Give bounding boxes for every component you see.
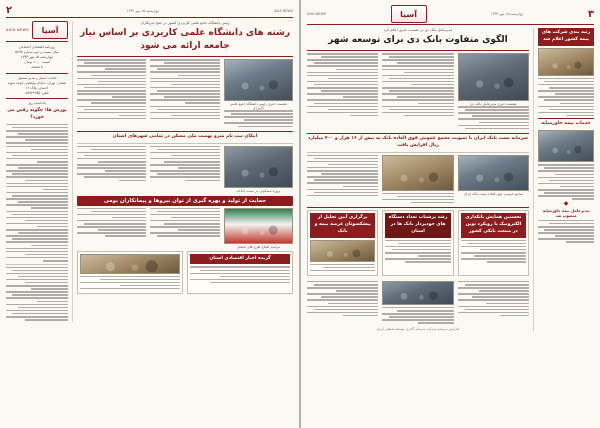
sidebar-text-3 — [538, 220, 594, 243]
left-box-2 — [307, 210, 378, 276]
left-bottom-text-b — [382, 307, 453, 324]
right-second-text-b — [77, 146, 146, 193]
right-second-caption: پروژه مسکونی در دست احداث — [236, 188, 281, 193]
sidebar-text-2 — [538, 164, 594, 200]
right-bottom-box-1 — [77, 251, 183, 294]
page-left-date: چهارشنبه ۱۵ مهر ۱۳۹۴ — [490, 12, 524, 16]
left-second-text-a — [382, 193, 453, 204]
sidebar-item-0: مدیرعامل بیمه خاورمیانه منصوب شد — [542, 207, 590, 218]
masthead-license: صاحب امتیاز و مدیر مسئول — [17, 75, 57, 80]
right-lead-kicker: رئیس دانشگاه جامع علمی کاربردی کشور در جمع خبرنگاران — [140, 21, 230, 25]
opinion-text — [6, 124, 68, 262]
page-left-logo: آسیا — [391, 5, 427, 23]
page-left-number: ۳ — [587, 8, 594, 20]
left-box-1-title: رشد پرشتاب تعداد دستگاه های خودپرداز بانک ها در استان — [385, 213, 450, 238]
left-box-2-title: برگزاری آیین تجلیل از پیشکسوتان عرصه بیمه و بانک — [310, 213, 375, 238]
page-left-topbar — [307, 5, 594, 25]
left-lead-caption: نشست خبری مدیرعامل بانک دی — [470, 102, 517, 107]
sidebar-divider: ◆ — [563, 199, 569, 207]
left-lead-text-a — [458, 106, 529, 129]
left-box-0-title: نخستین همایش بانکداری الکترونیک با رویکرد نوین در صنعت بانکی کشور — [461, 213, 526, 238]
sidebar-text-1 — [538, 78, 594, 117]
left-box-0 — [458, 210, 529, 276]
right-bottom-box-0-text — [190, 266, 290, 283]
right-page-main — [77, 21, 293, 322]
right-lead-caption: نشست خبری رئیس دانشگاه جامع علمی کاربردی — [229, 102, 287, 111]
right-bottom-box-1-text — [80, 276, 180, 290]
left-lead-photo — [458, 53, 529, 101]
page-right — [0, 0, 299, 428]
left-box-3-title: افزایش سرمایه شرکت سرمایه گذاری توسعه صنعتی ایران — [376, 327, 460, 332]
right-second-photo — [224, 146, 293, 188]
masthead-address: نشانی: تهران، خیابان ولیعصر، کوچه شهید احمدی، پلاک ۱۲ — [7, 80, 67, 90]
left-box-2-photo — [310, 240, 375, 262]
masthead-logo: آسیا — [32, 21, 68, 39]
masthead-meta-2: چهارشنبه ۱۵ مهر ۱۳۹۴ — [20, 55, 54, 60]
left-lead-headline: الگوی متفاوت بانک دی برای توسعه شهر — [328, 35, 508, 45]
page-right-brand-en: ASIA NEWS — [273, 8, 293, 13]
column-divider-left-1 — [533, 28, 534, 331]
left-second-photo — [458, 155, 529, 191]
page-right-date: چهارشنبه ۱۵ مهر ۱۳۹۴ — [126, 8, 160, 13]
left-lead-kicker: مدیرعامل بانک دی در نشست خبری اعلام کرد — [383, 28, 453, 32]
right-third-photo — [224, 208, 293, 244]
opinion-title: بورس ها؛ چگونه رقص می خورد؟ — [7, 108, 67, 120]
left-lead-text-b — [382, 53, 453, 131]
left-bottom-text-c — [307, 281, 378, 326]
page-left-brand-en: ASIA NEWS — [307, 12, 327, 16]
masthead-meta-1: سال بیست و دوم شماره ۵۸۹۷ — [15, 50, 59, 55]
sidebar-section-title: خدمات بیمه خاورمیانه — [541, 121, 591, 127]
page-right-topbar — [6, 5, 293, 18]
right-lead-text-b — [150, 59, 219, 129]
left-page-sidebar — [538, 28, 594, 331]
right-second-headline: امکان ثبت نام مترو نهضت ملی مسکن در تمامی شهرهای استان — [112, 133, 258, 139]
masthead-meta-4: ۸ صفحه — [31, 65, 43, 70]
left-second-headline: سرمایه پست بانک ایران با تصویب مجمع عمومی فوق العاده بانک به بیش از ۱۶ هزار و ۴۰۰ میلیارد ریال افزایش یافت — [308, 135, 528, 148]
right-bottom-box-0 — [187, 251, 293, 294]
right-page-masthead-column — [6, 21, 68, 322]
left-box-1-text — [385, 240, 450, 263]
page-left — [301, 0, 600, 428]
right-lead-text-a — [224, 110, 293, 127]
left-second-text-b — [307, 155, 378, 205]
masthead-name-en: ASIA NEWS — [6, 28, 29, 32]
opinion-text-2 — [6, 267, 68, 321]
column-divider-right-1 — [72, 21, 73, 322]
right-third-text-b — [77, 208, 146, 249]
opinion-kicker: یادداشت روز — [27, 100, 47, 105]
left-box-1 — [382, 210, 453, 276]
right-third-text-a — [150, 208, 219, 249]
left-page-main — [307, 28, 529, 331]
left-bottom-text-a — [458, 281, 529, 326]
masthead-meta-3: قیمت ۲۰۰۰ تومان — [24, 60, 50, 65]
right-lead-text-c — [77, 59, 146, 129]
right-lead-headline: رشته های دانشگاه علمی کاربردی بر اساس نیاز جامعه ارائه می شود — [79, 28, 291, 52]
masthead — [6, 21, 68, 42]
left-box-0-text — [461, 240, 526, 263]
right-bottom-photo — [80, 254, 180, 274]
sidebar-photo-2 — [538, 130, 594, 162]
right-third-headline: حمایت از تولید و بهره گیری از توان نیروها و پیمانکاران بومی — [77, 196, 293, 206]
masthead-meta-0: روزنامه اقتصادی اجتماعی — [18, 45, 56, 49]
masthead-phone: تلفن: ۸۸۷۷۶۶۵۵ — [25, 90, 49, 95]
left-bottom-photo — [382, 281, 453, 305]
sidebar-photo-1 — [538, 48, 594, 76]
right-second-text-a — [150, 146, 219, 193]
right-lead-photo — [224, 59, 293, 101]
sidebar-note-title: رتبه بندی شرکت های بیمه کشور اعلام شد — [538, 28, 594, 46]
left-box-2-text — [310, 264, 375, 272]
left-second-caption: مجمع عمومی فوق العاده پست بانک ایران — [463, 191, 523, 196]
left-second-photo-2 — [382, 155, 453, 191]
right-third-caption: مراسم افتتاح طرح های صنعتی — [236, 244, 281, 249]
left-lead-text-c — [307, 53, 378, 131]
page-right-number: ۲ — [6, 5, 13, 16]
right-bottom-box-0-title: گزیده اخبار اقتصادی استان — [190, 254, 290, 265]
